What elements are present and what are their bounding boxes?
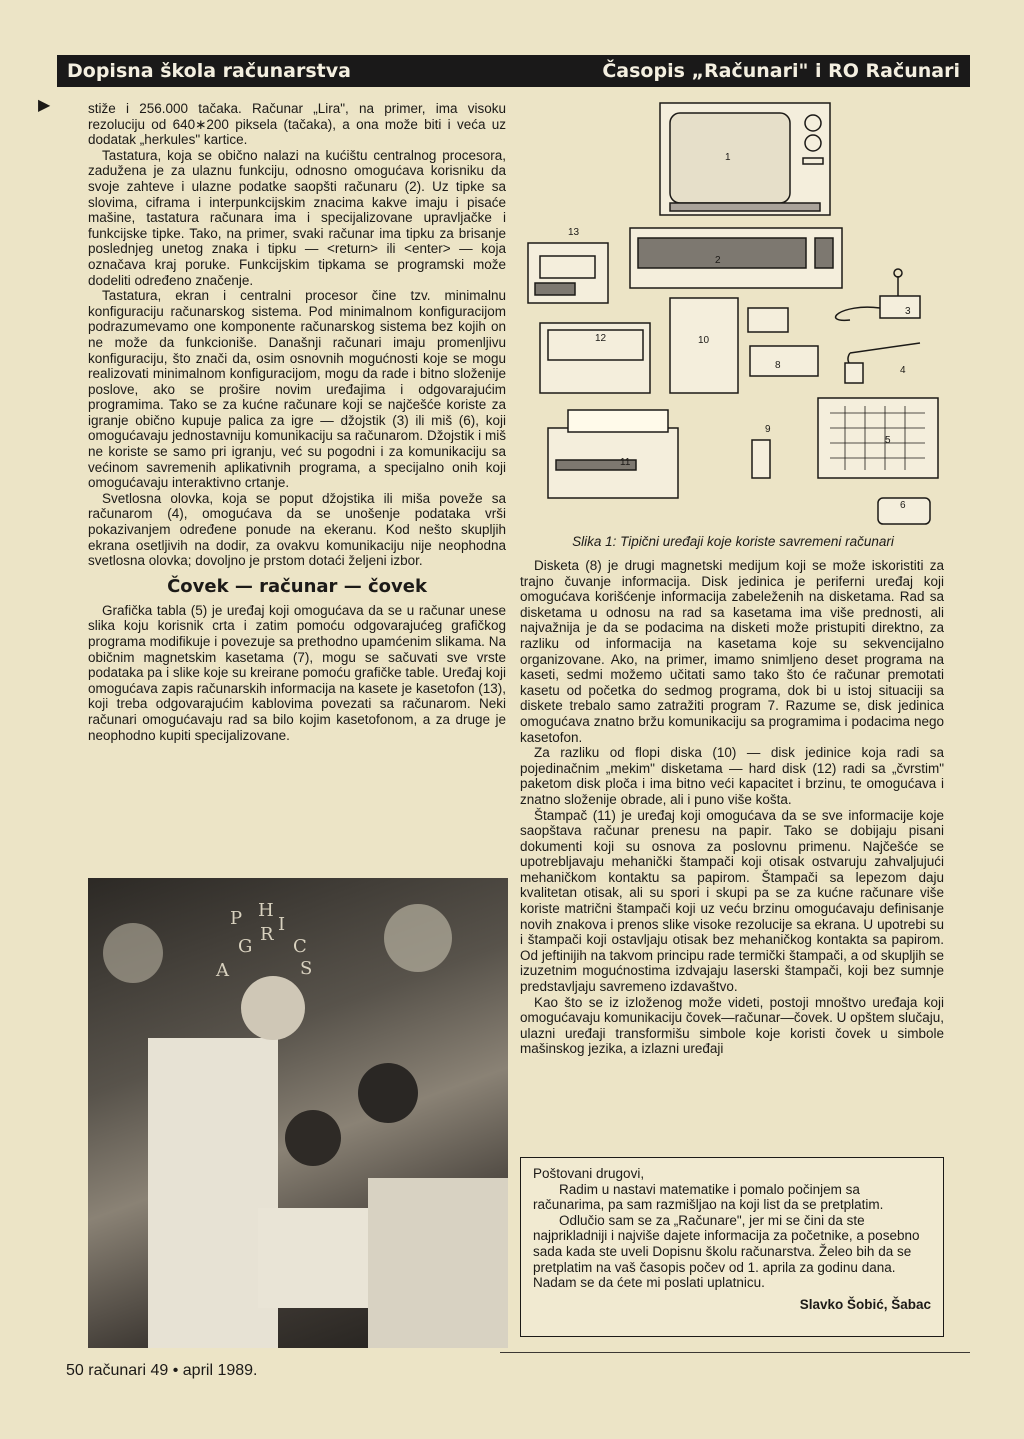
figure-number: 13: [568, 227, 580, 238]
photo-letter: H: [258, 900, 274, 921]
paragraph: Kao što se iz izloženog može videti, postoji mnoštvo uređaja koji omogućavaju komunikaciju čovek—računar—čovek. U opštem slučaju, ulazni uređaji transformišu simbole koje koristi čovek u simbole mašinskog jezika, a izlazni uređaji: [520, 994, 944, 1057]
photo-letter: P: [230, 908, 243, 929]
letter-paragraph: Odlučio sam se za „Računare", jer mi se čini da ste najprikladniji i najviše dajete informacija za početnike, a posebno sada kada ste uveli Dopisnu školu računarstva. Želeo bih da se pretplatim na vaš časopis počev od 1. aprila za godinu dana. Nadam se da ćete mi poslati uplatnicu.: [533, 1212, 920, 1291]
paragraph: stiže i 256.000 tačaka. Računar „Lira", na primer, ima visoku rezoluciju od 640∗200 piksela (tačaka), a ona može biti i veća uz dodatak „herkules" kartice.: [88, 101, 506, 148]
section-heading: Čovek — računar — čovek: [167, 575, 427, 597]
left-column: [88, 101, 506, 743]
photo-letter: R: [260, 924, 274, 945]
paragraph: Tastatura, koja se obično nalazi na kućištu centralnog procesora, zadužena je za ulaznu funkciju, odnosno omogućava korisniku da svoje zahteve i ulazne podatke saopšti računaru (2). Uz tipke sa slovima, ciframa i interpunkcijskim znacima kakve imaju i pisaće mašine, tastatura računara ima i specijalizovane upravljačke i funkcijske tipke. Tako, na primer, svaki računar ima tipku za brisanje poslednjeg unetog znaka i tipku — <return> ili <enter> — koja označava kraj poruke. Funkcijskim tipkama se programski može dodeliti određeno značenje.: [88, 147, 506, 288]
header-magazine-title: Časopis „Računari" i RO Računari: [602, 60, 960, 82]
photo-letter: C: [293, 936, 307, 957]
photo-letter: G: [238, 936, 253, 957]
continuation-arrow-icon: ▶: [38, 97, 51, 114]
photo-letter: I: [278, 914, 286, 935]
page-header: [57, 55, 970, 87]
mouse-drawing: [752, 440, 770, 478]
reader-letter: [520, 1157, 944, 1337]
page-footer: 50 računari 49 • april 1989.: [66, 1362, 258, 1379]
header-series-title: Dopisna škola računarstva: [67, 60, 351, 82]
figure-number: 11: [620, 457, 631, 468]
letter-paragraph: Radim u nastavi matematike i pomalo počinjem sa računarima, pa sam razmišljao na koji list da se pretplatim.: [533, 1181, 884, 1213]
figure-number: 10: [698, 335, 710, 346]
figure-number: 8: [775, 360, 781, 371]
paragraph: Disketa (8) je drugi magnetski medijum koji se može iskoristiti za trajno čuvanje informacija. Disk jedinica je periferni uređaj koji omogućava korišćenje informacija zabeleženih na disketama. Rad sa disketama u odnosu na rad sa kasetama ima više prednosti, ali najvažnija je da se podacima na disketi može pristupiti direktno, za razliku od informacija na kasetama koje su sekvencijalno organizovane. Ako, na primer, imamo snimljeno deset programa na kaseti, sedmi možemo učitati samo tako što će računar premotati kasetu od početka do sedmog programa, dok bi u istoj situaciji sa diskete trebalo samo zatražiti program 7. Razume se, disk jedinica omogućava znatno bržu komunikaciju sa programima i podacima nego kasetofon.: [520, 558, 944, 745]
paragraph: Za razliku od flopi diska (10) — disk jedinice koja radi sa pojedinačnim „mekim" disketama — hard disk (12) radi sa „čvrstim" paketom disk ploča i ima bitno veći kapacitet i brzinu, te omogućava i znatno složenije obrade, ali i puno više košta.: [520, 745, 944, 807]
figure-number: 3: [905, 306, 911, 317]
footer-rule: [500, 1352, 970, 1353]
figure-number: 12: [595, 333, 607, 344]
photo-scene: [88, 878, 508, 1348]
graphics-tablet-drawing: [818, 398, 938, 478]
cassette-drawing: [748, 308, 788, 332]
joystick-drawing: [880, 296, 920, 318]
right-column: [520, 558, 944, 1057]
paragraph: Tastatura, ekran i centralni procesor čine tzv. minimalnu konfiguraciju računarskog sistema. Pod minimalnom konfiguracijom podrazumevamo one komponente računarskog sistema bez kojih on ne može da funkcioniše. Današnji računari imaju promenljivu konfiguraciju, što znači da, osim osnovnih mogućnosti koje se mogu realizovati minimalnom konfiguracijom, mogu da rade i bitno složenije poslove, ako se proširе novim uređajima i odgovarajućim programima. Tako se za kućne računare koji se najčešće koriste za igranje obično kupuje palica za igre — džojstik (3) ili miš (6), koji omogućavaju jednostavniju komunikaciju sa računarom. Džojstik i miš ne koriste se samo pri igranju, već su pogodni i za komunikaciju sa većinom savremenih aplikativnih programa, a specijalno onih koji omogućavaju interaktivno crtanje.: [88, 288, 506, 491]
figure-caption: Slika 1: Tipični uređaji koje koriste savremeni računari: [572, 534, 894, 549]
paragraph: Štampač (11) je uređaj koji omogućava da se sve informacije koje saopštava računar prenesu na papir. Tako se dobijaju pisani dokumenti koji su osnova za poslovnu primenu. Najčešće se upotrebljavaju mehanički štampači koji otisak ostvaruju zahvaljujući mehaničkom kontaktu sa papirom. Štampači sa lepezom daju kvalitetan otisak, ali su spori i skupi pa se za kućne računare više koriste matrični štampači koji uz veću brzinu omogućavaju definisanje novih znakova i prenos slike visoke rezolucije sa ekrana. U upotrebi su i štampači koji ostavljaju otisak bez mehaničkog kontakta sa papirom. Od jeftinijih na takvom principu rade termički štampači, a od skupljih se izuzetnim mogućnostima izdvajaju laserski štampači, koji bez sumnje predstavljaju savremeno izdavaštvo.: [520, 807, 944, 995]
figure-number: 4: [900, 365, 906, 376]
paragraph: Svetlosna olovka, koja se poput džojstika ili miša poveže sa računarom (4), omogućava da se unošenje podataka vrši pokazivanjem određene ponude na ekeranu. Kod nešto skupljih ekrana osetljivih na dodir, za ovakvu komunikaciju nije neophodna svetlosna olovka; dovoljno je prstom dotaći željeni izbor.: [88, 490, 506, 569]
figure-number: 2: [715, 255, 721, 266]
letter-signature: Slavko Šobić, Šabac: [799, 1296, 931, 1312]
figure-number: 9: [765, 424, 771, 435]
figure-number: 6: [900, 500, 906, 511]
photo-letter: S: [300, 958, 313, 979]
paragraph: Grafička tabla (5) je uređaj koji omogućava da se u računar unese slika koju korisnik crta i zatim pomoću odgovarajućeg grafičkog programa modifikuje i povezuje sa prethodno upamćenim slikama. Na običnim magnetskim kasetama (7), mogu se sačuvati sve vrste podataka pa i slike koje su kreirane pomoću grafičke table. Uređaj koji omogućava zapis računarskih informacija na kasete je kasetofon (13), koji treba odgovarajućim kablovima povezati sa računarom. Neki računari omogućavaju rad sa bilo kojim kasetofonom, a za druge je neophodno kupiti specijalizovane.: [88, 602, 506, 743]
figure-number: 1: [725, 152, 731, 163]
photo-letter: A: [216, 960, 229, 981]
devices-illustration: [520, 98, 946, 530]
diskette-drawing: [750, 346, 818, 376]
figure-number: 5: [885, 435, 891, 446]
classroom-photo: [88, 878, 508, 1348]
letter-greeting: Poštovani drugovi,: [533, 1166, 645, 1181]
